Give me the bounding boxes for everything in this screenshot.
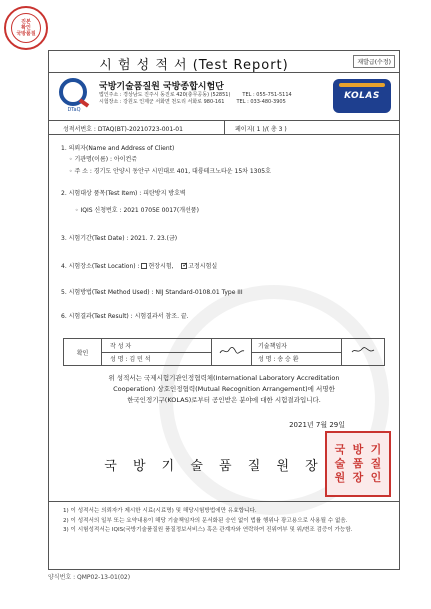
note-1: 1) 이 성적서는 의뢰자가 제시한 시료(시료명) 및 해당시험방법에만 유효합니다. bbox=[63, 508, 257, 514]
reissue-badge: 재발급(수정) bbox=[353, 55, 395, 68]
organization-name: 국방기술품질원 국방종합시험단 bbox=[99, 82, 224, 92]
client-address: ◦ 주 소 : 경기도 안양시 동안구 시민대로 401, 대륭테크노타운 15차 1305호 bbox=[69, 168, 271, 175]
report-frame bbox=[48, 50, 400, 570]
fixed-lab-checkbox bbox=[181, 263, 187, 269]
test-result: 6. 시험결과(Test Result) : 시험결과서 참조. 끝. bbox=[61, 313, 189, 320]
seal-char: 기 bbox=[370, 443, 382, 456]
author-name: 성 명 : 김 민 석 bbox=[102, 352, 212, 366]
field-test-label: 현장시험, bbox=[148, 263, 174, 270]
accreditation-notice-1: 위 성적서는 국제시험기관인정협력체(International Laboratory Accreditation bbox=[108, 374, 340, 382]
organization-header bbox=[49, 73, 399, 121]
signature-scribble-icon bbox=[350, 346, 376, 356]
reviewer-signature bbox=[342, 339, 385, 366]
client-org: ◦ 기관명(이름) : 아이컨쥬 bbox=[69, 156, 138, 163]
kolas-logo: KOLAS bbox=[333, 79, 391, 113]
seal-char: 장 bbox=[352, 471, 364, 484]
note-2: 2) 이 성적서의 일부 또는 요약내용이 해당 기술책임자의 문서화된 승인 없이 법률 행위나 광고용으로 사용될 수 없음. bbox=[63, 517, 348, 524]
notes-divider bbox=[49, 501, 399, 502]
seal-char: 인 bbox=[370, 471, 382, 484]
logo-sub: DTaQ bbox=[67, 107, 81, 113]
signature-scribble-icon bbox=[219, 346, 245, 356]
issuer-name: 국 방 기 술 품 질 원 장 bbox=[104, 459, 324, 474]
fixed-lab-label: 고정시험실 bbox=[188, 263, 218, 270]
seal-char: 방 bbox=[352, 443, 364, 456]
test-location bbox=[61, 261, 217, 270]
lab-line: 시험장소 : 강원도 인제군 서화면 천도리 서화로 980-161 bbox=[99, 99, 225, 105]
stamp-line: 국방품질 bbox=[16, 31, 36, 37]
note-3: 3) 이 시험성적서는 IQIS(국방기술품질원 품질정보서비스) 혹은 관계자와 연락하여 진위여부 및 위/변조 검증이 가능함. bbox=[63, 527, 353, 533]
reviewer-role: 기술책임자 bbox=[252, 339, 342, 353]
test-location-label: 4. 시험장소(Test Location) : bbox=[61, 263, 140, 270]
accreditation-notice-3: 한국인정기구(KOLAS)로부터 공인받은 분야에 대한 시험결과입니다. bbox=[127, 396, 321, 404]
stamp-line: 진본 bbox=[21, 19, 31, 25]
report-number-row bbox=[49, 121, 399, 135]
signature-table bbox=[63, 338, 385, 366]
seal-char: 국 bbox=[334, 443, 346, 456]
form-number: 양식번호 : QMP02-13-01(02) bbox=[48, 574, 131, 581]
field-test-checkbox bbox=[141, 263, 147, 269]
page-indicator: 페이지( 1 )/( 총 3 ) bbox=[235, 126, 287, 133]
test-item: 2. 시험대상 품목(Test Item) : 피탄방지 방호벽 bbox=[61, 190, 186, 197]
official-seal bbox=[325, 431, 391, 497]
test-date: 3. 시험기간(Test Date) : 2021. 7. 23.(금) bbox=[61, 235, 178, 242]
authenticity-stamp bbox=[4, 6, 48, 50]
notes-section bbox=[63, 507, 383, 536]
lab-tel: TEL : 033-480-3905 bbox=[236, 99, 286, 105]
organization-address bbox=[99, 92, 292, 106]
seal-char: 원 bbox=[334, 471, 346, 484]
report-number: 성적서번호 : DTAQ(BT)-20210723-001-01 bbox=[49, 121, 225, 134]
title-row bbox=[49, 51, 399, 73]
seal-char: 품 bbox=[352, 457, 364, 470]
author-signature bbox=[212, 339, 252, 366]
stamp-line: 확인 bbox=[21, 25, 31, 31]
seal-char: 술 bbox=[334, 457, 346, 470]
confirm-label: 확인 bbox=[64, 339, 102, 366]
address-tel: TEL : 055-751-5114 bbox=[242, 92, 292, 98]
address-line: 법인주소 : 경상남도 진주시 동진로 420(충무공동) (52851) bbox=[99, 92, 231, 98]
issue-date: 2021년 7월 29일 bbox=[289, 421, 345, 429]
test-method: 5. 시험방법(Test Method Used) : NIJ Standard-0108.01 Type III bbox=[61, 289, 243, 296]
report-title: 시 험 성 적 서 (Test Report) bbox=[99, 58, 289, 73]
report-body bbox=[49, 135, 399, 571]
seal-char: 질 bbox=[370, 457, 382, 470]
reviewer-name: 성 명 : 송 승 환 bbox=[252, 352, 342, 366]
client-title: 1. 의뢰자(Name and Address of Client) bbox=[61, 145, 175, 152]
iqis-number: ◦ IQIS 신청번호 : 2021 0705E 0017(개선품) bbox=[75, 207, 199, 214]
accreditation-notice-2: Cooperation) 상호인정협력(Mutual Recognition Arrangement)에 서명한 bbox=[113, 385, 335, 393]
author-role: 작 성 자 bbox=[102, 339, 212, 353]
dtaq-logo-icon bbox=[59, 78, 89, 114]
